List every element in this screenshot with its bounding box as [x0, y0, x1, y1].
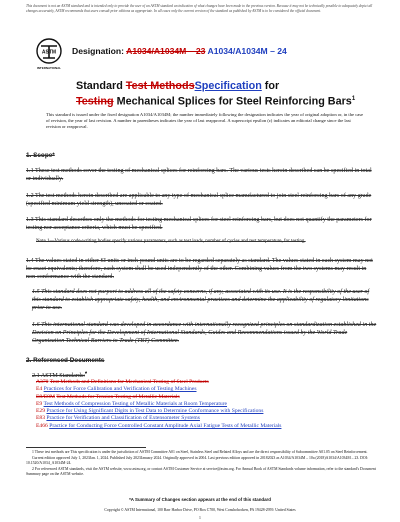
reference-title: Practice for Verification and Classification of Extensometer Systems — [46, 415, 200, 422]
refs-heading-text: 2. Referenced Documents — [26, 357, 105, 364]
reference-number[interactable]: E29 — [36, 408, 46, 415]
reference-title: Test Methods for Tension Testing of Metallic Materials — [56, 393, 180, 400]
title-old-word: Testing — [76, 95, 114, 108]
footnotes — [26, 450, 378, 478]
reference-item — [36, 401, 378, 408]
reference-title: Test Methods of Compression Testing of Metallic Materials at Room Temperature — [43, 400, 228, 407]
logo-subtext: INTERNATIONAL — [36, 66, 62, 70]
footnote-2: 2 For referenced ASTM standards, visit the ASTM website, www.astm.org, or contact ASTM Customer Service at service@astm.org. For Annual Book of ASTM Standards volume information, refer to the standard's Document Summary page on the ASTM website. — [26, 467, 376, 476]
reference-item — [36, 379, 378, 386]
reference-title: Practices for Force Calibration and Verification of Testing Machines — [43, 386, 197, 393]
copyright-line: Copyright © ASTM International, 100 Barr Harbor Drive, PO Box C700, West Conshohocken, PA 19428-2959. United States — [104, 508, 296, 512]
scope-para-2: 1.2 The test methods herein described are applicable to any type of mechanical splice manufactured to join steel reinforcing bars of any grade (specified minimum yield strength), uncoated or coated. — [26, 193, 372, 208]
refs-heading — [26, 357, 378, 365]
scope-heading-text: 1. Scope* — [26, 152, 55, 159]
reference-item — [36, 423, 378, 430]
reference-title: Test Methods and Definitions for Mechanical Testing of Steel Products — [49, 379, 209, 385]
title-main: Mechanical Splices for Steel Reinforcing Bars — [113, 95, 352, 108]
astm-logo-icon — [34, 38, 64, 72]
refs-footnote-mark: 2 — [84, 370, 87, 375]
scope-para-5: 1.5 This standard does not purport to address all of the safety concerns, if any, associated with its use. It is the responsibility of the user of this standard to establish appropriate safety, health, and environmental practices and determine the applicability of regulatory limitations prior to use. — [32, 289, 370, 312]
designation-new: A1034/A1034M – 24 — [207, 46, 287, 56]
title-prefix: Standard — [76, 80, 126, 92]
refs-subheading-text: 2.1 ASTM Standards: — [32, 373, 85, 380]
title-suffix: for — [261, 80, 280, 92]
title-footnote-mark: 1 — [351, 96, 356, 102]
reference-number[interactable]: A370 — [36, 379, 49, 385]
title-new-text: Specification — [194, 80, 262, 92]
redline-disclaimer: This document is not an ASTM standard and is intended only to provide the user of an ASTM standard an indication of what changes have been made to the previous version. Because it may not be technically possible to adequately depict all changes accurately, ASTM recommends that users consult prior editions as appropriate. In all cases only the current version of the standard as published by ASTM is to be considered the official document. — [26, 4, 373, 13]
footnote-1-edition: Current edition approved July 1, 2023Jan. 1, 2024. Published July 2023January 2024. Originally approved in 2004. Last previous edition approved in 20182023 as A1034/A1034M – 10a (2018)A1034/A1034M – 23. DOI: 10.1520/A1034_A1034M-24. — [26, 456, 368, 465]
footnote-divider — [26, 447, 146, 448]
reference-list — [36, 379, 378, 430]
scope-para-4: 1.4 The values stated in either SI units or inch-pound units are to be regarded separately as standard. The values stated in each system may not be exact equivalents; therefore, each system shall be used independently of the other. Combining values from the two systems may result in non-conformance with the standard. — [26, 258, 373, 281]
reference-number[interactable]: E9 — [36, 400, 43, 407]
title-old-text: Test Methods — [125, 80, 195, 92]
scope-heading — [26, 152, 378, 160]
page-number: 1 — [199, 516, 201, 520]
scope-note-1: Note 1—Various code-writing bodies specify various parameters, such as test loads, number of cycles and test temperature, for testing. — [36, 239, 306, 244]
reference-title: Practice for Using Significant Digits in Test Data to Determine Conformance with Specifications — [46, 408, 264, 415]
designation-old: A1034/A1034M – 23 — [126, 46, 206, 56]
standard-title — [76, 80, 366, 109]
summary-of-changes-note: *A Summary of Changes section appears at the end of this standard — [129, 497, 271, 502]
standard-issue-note: This standard is issued under the fixed designation A1034/A1034M; the number immediately following the designation indicates the year of original adoption or, in the case of revision, the year of last revision. A number in parentheses indicates the year of last reapproval. A superscript epsilon (ε) indicates an editorial change since the last revision or reapproval. — [46, 112, 364, 129]
reference-item — [36, 394, 378, 401]
scope-para-3: 1.3 This standard describes only the methods for testing mechanical splices for steel reinforcing bars, but does not quantify the parameters for testing nor acceptance criteria, which must be specified. — [26, 217, 372, 232]
scope-para-6: 1.6 This international standard was developed in accordance with internationally recognized principles on standardization established in the Decision on Principles for the Development of International Standards, Guides and Recommendations issued by the World Trade Organization Technical Barriers to Trade (TBT) Committee. — [32, 322, 377, 345]
scope-para-1: 1.1 These test methods cover the testing of mechanical splices for reinforcing bars. The various tests herein described can be specified in total or individually. — [26, 168, 372, 183]
reference-item — [36, 386, 378, 393]
reference-number[interactable]: E8/E8M — [36, 393, 55, 400]
reference-number[interactable]: E4 — [36, 386, 43, 393]
reference-number[interactable]: E83 — [36, 415, 46, 422]
designation-label: Designation: — [72, 46, 125, 56]
reference-item — [36, 415, 378, 422]
reference-number[interactable]: E466 — [36, 422, 48, 429]
reference-item — [36, 408, 378, 415]
footnote-1: 1 These test methods are This specification is under the jurisdiction of ASTM Committee A01 on Steel, Stainless Steel and Related Alloys and are the direct responsibility of Subcommittee A01.05 on Steel Reinforcement. — [32, 450, 368, 454]
logo-text: ASTM — [41, 49, 57, 56]
designation — [72, 46, 287, 56]
reference-title: Practice for Conducting Force Controlled Constant Amplitude Axial Fatigue Tests of Metallic Materials — [49, 422, 282, 429]
